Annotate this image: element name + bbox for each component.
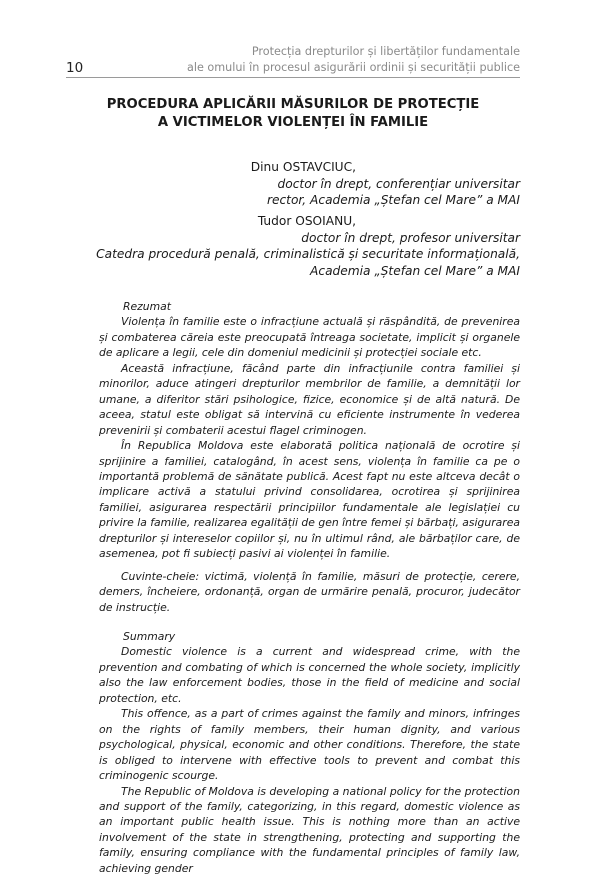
- title-line: A VICTIMELOR VIOLENȚEI ÎN FAMILIE: [157, 114, 429, 130]
- article-title: [66, 96, 520, 131]
- author-affiliation: doctor în drept, profesor universitar: [301, 230, 520, 245]
- keywords: Cuvinte-cheie: victimă, violență în familie, măsuri de protecție, cerere, demers, încheiere, ordonanță, organ de urmărire penală, procuror, judecător de instrucție.: [99, 569, 520, 614]
- abstract-label: Summary: [123, 630, 176, 643]
- author-block: [66, 213, 520, 279]
- running-title-line: Protecția drepturilor și libertăților fundamentale: [251, 45, 520, 58]
- running-title: [187, 44, 520, 75]
- abstract-romanian: [99, 299, 520, 615]
- author-affiliation: doctor în drept, conferențiar universitar: [277, 176, 520, 191]
- abstract-paragraph: Violența în familie este o infracțiune actuală și răspândită, de prevenirea și combaterea căreia este preocupată întreaga societate, implicit și organele de aplicare a legii, cele din domeniul medicinii și protecției sociale etc.: [99, 315, 520, 360]
- abstract-paragraph: The Republic of Moldova is developing a national policy for the protection and support of the family, categorizing, in this regard, domestic violence as an important public health issue. This is nothing more than an active involvement of the state in strengthening, protecting and supporting the family, ensuring compliance with the fundamental principles of family law, achieving gender: [99, 784, 520, 875]
- header-rule: [66, 77, 520, 78]
- abstract-label: Rezumat: [123, 300, 172, 313]
- abstract-paragraph: Această infracțiune, făcând parte din infracțiunile contra familiei și minorilor, aduce atingeri drepturilor membrilor de familie, a demnității lor umane, a diferitor stări psihologice, fizice, economice și de altă natură. De aceea, statul este obligat să intervină cu eficiente instrumente în vederea prevenirii și combaterii acestui flagel criminogen.: [99, 361, 520, 437]
- author-name: Dinu OSTAVCIUC,: [250, 160, 356, 174]
- author-affiliation: Academia „Ștefan cel Mare” a MAI: [310, 263, 520, 278]
- title-line: PROCEDURA APLICĂRII MĂSURILOR DE PROTECȚIE: [106, 97, 480, 112]
- author-affiliation: rector, Academia „Ștefan cel Mare” a MAI: [266, 193, 520, 208]
- page-header: [66, 42, 520, 78]
- abstract-paragraph: This offence, as a part of crimes against the family and minors, infringes on the rights of family members, their human dignity, and various psychological, physical, economic and other conditions. Therefore, the state is obliged to intervene with effective tools to prevent and combat this criminogenic scourge.: [99, 707, 520, 783]
- author-block: [66, 159, 520, 209]
- abstract-paragraph: În Republica Moldova este elaborată politica națională de ocrotire și sprijinire a familiei, catalogând, în acest sens, violența în familie ca pe o importantă problemă de sănătate publică. Acest fapt nu este altceva decât o implicare activă a statului privind consolidarea, ocrotirea și sprijinirea familiei, asigurarea respectării principiilor fundamentale ale legislației cu privire la familie, realizarea egalității de gen între femei și bărbați, asigurarea drepturilor și intereselor copiilor și, nu în ultimul rând, ale bărbaților care, de asemenea, pot fi subiecți pasivi ai violenței în familie.: [99, 439, 520, 561]
- author-name: Tudor OSOIANU,: [257, 214, 356, 228]
- page-number: 10: [66, 60, 84, 76]
- abstract-english: [99, 629, 520, 876]
- abstract-paragraph: Domestic violence is a current and widespread crime, with the prevention and combating of which is concerned the whole society, implicitly also the law enforcement bodies, those in the field of medicine and social protection, etc.: [99, 645, 520, 705]
- author-affiliation: Catedra procedură penală, criminalistică și securitate informațională,: [96, 247, 520, 262]
- running-title-line: ale omului în procesul asigurării ordinii și securității publice: [186, 60, 520, 74]
